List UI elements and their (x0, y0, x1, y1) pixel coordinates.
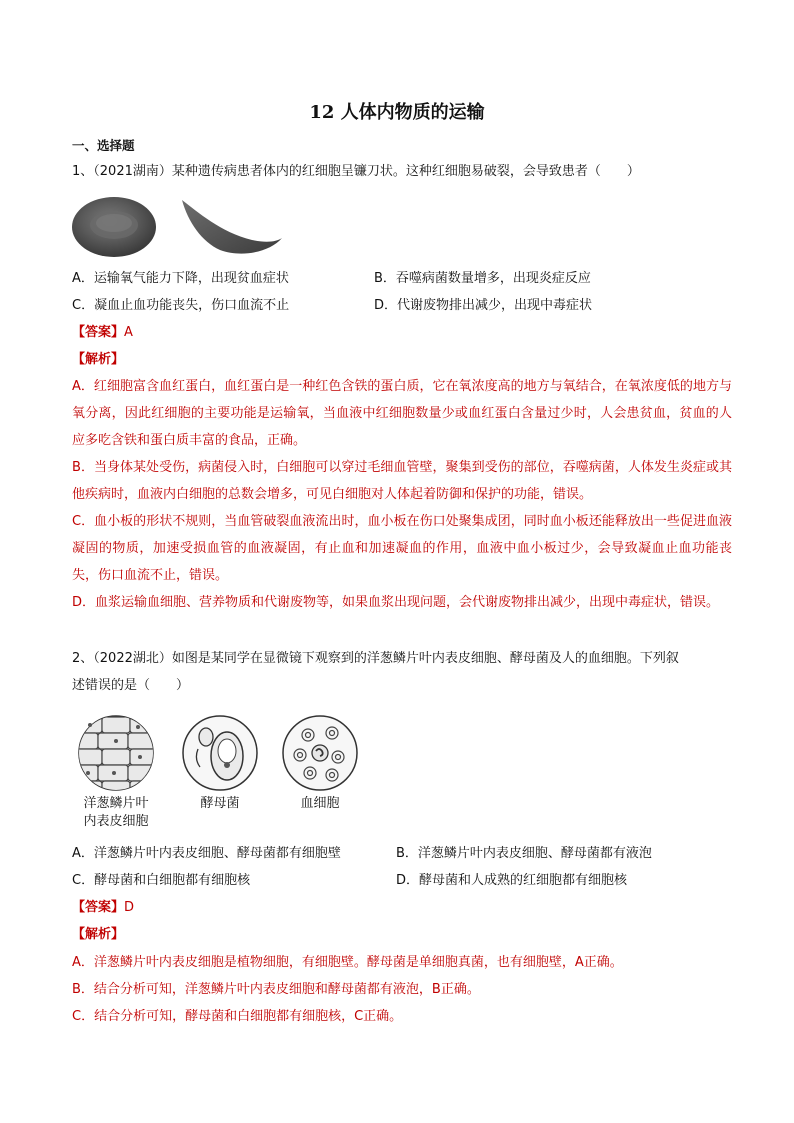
q2-analysis-a: A．洋葱鳞片叶内表皮细胞是植物细胞，有细胞壁。酵母菌是单细胞真菌，也有细胞壁，A正确。 (72, 955, 623, 970)
q1-analysis-c: C．血小板的形状不规则，当血管破裂血液流出时，血小板在伤口处聚集成团，同时血小板还能释放出一些促进血液凝固的物质，加速受损血管的血液凝固，有止血和加速凝血的作用，血液中血小板过少，会导致凝血止血功能丧失，伤口血流不止，错误。 (72, 514, 732, 583)
q1-analysis-b: B．当身体某处受伤，病菌侵入时，白细胞可以穿过毛细血管壁，聚集到受伤的部位，吞噬病菌，人体发生炎症或其他疾病时，血液内白细胞的总数会增多，可见白细胞对人体起着防御和保护的功能，错误。 (72, 460, 732, 502)
section-heading: 一、选择题 (72, 138, 135, 153)
normal-red-blood-cell-icon (72, 197, 156, 257)
q2-stem-line1: 2、（2022湖北）如图是某同学在显微镜下观察到的洋葱鳞片叶内表皮细胞、酵母菌及人的血细胞。下列叙 (72, 651, 679, 666)
q2-option-b: B．洋葱鳞片叶内表皮细胞、酵母菌都有液泡 (396, 846, 652, 861)
q1-analysis-label: 【解析】 (72, 352, 125, 367)
q1-option-a: A．运输氧气能力下降，出现贫血症状 (72, 271, 289, 286)
yeast-cell-icon (180, 713, 260, 793)
onion-epidermis-cell-icon (76, 713, 156, 793)
q2-option-a: A．洋葱鳞片叶内表皮细胞、酵母菌都有细胞壁 (72, 846, 341, 861)
q2-option-d: D．酵母菌和人成熟的红细胞都有细胞核 (396, 873, 628, 888)
q1-analysis-d: D．血浆运输血细胞、营养物质和代谢废物等，如果血浆出现问题，会代谢废物排出减少，出现中毒症状，错误。 (72, 595, 720, 610)
q1-stem: 1、（2021湖南）某种遗传病患者体内的红细胞呈镰刀状。这种红细胞易破裂，会导致患者（ ） (72, 164, 640, 179)
q1-option-b: B．吞噬病菌数量增多，出现炎症反应 (374, 271, 591, 286)
caption-blood: 血细胞 (300, 796, 340, 811)
q2-analysis (72, 949, 732, 1030)
q1-option-d: D．代谢废物排出减少，出现中毒症状 (374, 298, 593, 313)
q2-analysis-label: 【解析】 (72, 927, 125, 942)
answer-value: D (124, 900, 135, 915)
q1-option-c: C．凝血止血功能丧失，伤口血流不止 (72, 298, 290, 313)
q2-stem-line2: 述错误的是（ ） (72, 678, 190, 693)
q2-answer (72, 899, 134, 917)
q1-analysis-a: A．红细胞富含血红蛋白，血红蛋白是一种红色含铁的蛋白质，它在氧浓度高的地方与氧结合，在氧浓度低的地方与氧分离，因此红细胞的主要功能是运输氧，当血液中红细胞数量少或血红蛋白含量过少时，人会患贫血，贫血的人应多吃含铁和蛋白质丰富的食品，正确。 (72, 379, 732, 448)
q1-cell-figure (70, 192, 290, 262)
page-title: 12 人体内物质的运输 (309, 102, 485, 123)
caption-onion: 洋葱鳞片叶 内表皮细胞 (83, 796, 149, 829)
answer-label: 【答案】 (72, 325, 125, 340)
q1-answer (72, 324, 133, 342)
q2-analysis-b: B．结合分析可知，洋葱鳞片叶内表皮细胞和酵母菌都有液泡，B正确。 (72, 982, 480, 997)
q2-analysis-c: C．结合分析可知，酵母菌和白细胞都有细胞核，C正确。 (72, 1009, 403, 1024)
caption-yeast: 酵母菌 (200, 796, 240, 811)
answer-label: 【答案】 (72, 900, 125, 915)
answer-value: A (124, 325, 133, 340)
q1-analysis (72, 373, 732, 616)
sickle-cell-icon (182, 200, 282, 254)
blood-cells-icon (280, 713, 360, 793)
q2-option-c: C．酵母菌和白细胞都有细胞核 (72, 873, 251, 888)
